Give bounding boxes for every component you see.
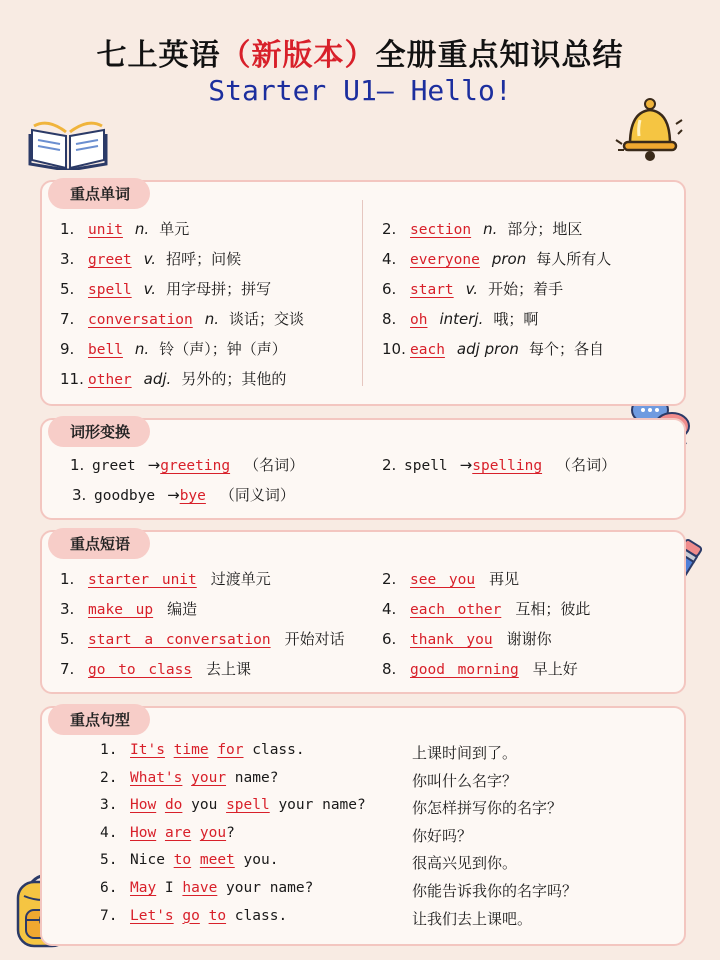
phrase-item	[382, 598, 590, 619]
key-word: go	[182, 907, 200, 924]
base-word: spell	[404, 458, 448, 474]
key-word: It's	[130, 742, 165, 758]
phrase-text: each other	[410, 602, 502, 618]
item-number: 4.	[382, 600, 397, 618]
item-number: 7.	[100, 907, 118, 924]
vocab-word: each	[410, 342, 445, 358]
item-number: 2.	[382, 570, 397, 588]
vocab-meaning: 开始；着手	[488, 280, 564, 298]
sentence-text: I	[156, 880, 183, 896]
key-word: How	[130, 797, 157, 814]
phrases-card	[40, 530, 686, 694]
part-of-speech: n.	[134, 340, 150, 358]
sentence-item	[100, 908, 287, 924]
key-word: for	[217, 742, 244, 758]
derived-form: bye	[179, 488, 206, 504]
vocab-item	[60, 338, 287, 359]
item-number: 1.	[60, 220, 75, 238]
vocab-meaning: 用字母拼；拼写	[166, 280, 272, 298]
item-number: 4.	[100, 824, 118, 841]
item-number: 6.	[100, 880, 118, 896]
vocab-meaning: 铃（声）；钟（声）	[159, 340, 287, 358]
sentence-translation: 让我们去上课吧。	[412, 909, 533, 928]
phrase-text: start a conversation	[88, 632, 271, 648]
derived-form: greeting	[160, 458, 231, 474]
sentence-text: name?	[226, 769, 279, 786]
title-part-3: 全册重点知识总结	[375, 38, 624, 73]
sentence-translation: 你好吗？	[412, 826, 473, 845]
key-word: are	[164, 824, 192, 841]
part-of-speech: adj.	[143, 370, 172, 388]
phrase-text: see you	[410, 572, 476, 588]
form-note: （名词）	[244, 456, 305, 474]
sentence-text: you	[182, 797, 227, 814]
part-of-speech: adj pron	[456, 340, 519, 358]
page-title	[0, 30, 720, 74]
sentences-tag: 重点句型	[48, 704, 150, 735]
phrase-item	[382, 658, 578, 679]
sentence-text	[191, 852, 200, 868]
part-of-speech: v.	[143, 280, 157, 298]
part-of-speech: n.	[134, 220, 150, 238]
item-number: 6.	[382, 280, 397, 298]
phrase-item	[60, 598, 197, 619]
key-word: time	[173, 742, 209, 758]
phrase-item	[60, 628, 345, 649]
sentence-item	[100, 852, 278, 868]
sentence-text	[156, 797, 165, 813]
item-number: 5.	[60, 280, 75, 298]
item-number: 10.	[382, 340, 406, 358]
item-number: 3.	[72, 486, 87, 504]
vocab-word: start	[410, 282, 454, 298]
sentence-text: Nice	[130, 852, 174, 869]
vocab-word: unit	[88, 222, 123, 238]
item-number: 2.	[100, 769, 118, 786]
key-word: do	[164, 797, 183, 814]
sentence-item	[100, 825, 235, 841]
vocab-item	[60, 218, 189, 239]
vocab-item	[60, 278, 271, 299]
vocab-divider	[362, 200, 363, 386]
key-word: How	[130, 824, 157, 841]
vocab-item	[382, 308, 538, 329]
sentence-text: ?	[226, 824, 235, 841]
sentence-item	[100, 770, 278, 786]
phrase-text: make up	[88, 602, 154, 618]
vocab-word: greet	[88, 252, 132, 268]
form-note: （同义词）	[219, 486, 295, 504]
phrase-text: thank you	[410, 632, 493, 648]
phrase-meaning: 再见	[489, 570, 520, 588]
item-number: 8.	[382, 660, 397, 678]
vocab-word: conversation	[88, 312, 193, 328]
forms-tag: 词形变换	[48, 416, 150, 447]
sentence-item	[100, 742, 305, 758]
key-word: meet	[199, 852, 235, 869]
open-book-icon	[28, 118, 108, 170]
vocab-item	[60, 308, 304, 329]
bell-icon	[612, 96, 684, 166]
phrase-text: good morning	[410, 662, 519, 678]
sentence-text	[209, 742, 218, 758]
phrase-meaning: 谢谢你	[506, 630, 552, 648]
sentence-text: your name?	[269, 797, 366, 814]
sentence-text	[182, 770, 191, 786]
key-word: to	[173, 852, 192, 869]
arrow-icon: →	[459, 456, 473, 474]
item-number: 5.	[100, 852, 118, 869]
sentence-text: class.	[243, 742, 305, 758]
item-number: 7.	[60, 310, 75, 328]
vocab-item	[382, 278, 563, 299]
sentence-text	[200, 908, 209, 924]
key-word: have	[182, 880, 218, 896]
phrase-text: go to class	[88, 662, 193, 678]
vocab-word: bell	[88, 342, 123, 358]
key-word: your	[191, 769, 227, 786]
key-word: to	[208, 907, 227, 924]
vocab-word: oh	[410, 312, 428, 328]
item-number: 4.	[382, 250, 397, 268]
form-item	[70, 454, 304, 475]
item-number: 3.	[100, 797, 118, 814]
item-number: 1.	[60, 570, 75, 588]
page-subtitle: Starter U1— Hello!	[208, 74, 512, 107]
vocab-meaning: 单元	[159, 220, 190, 238]
base-word: greet	[92, 458, 136, 474]
phrases-tag: 重点短语	[48, 528, 150, 559]
vocab-meaning: 哦；啊	[493, 310, 539, 328]
vocab-item	[382, 338, 604, 359]
key-word: What's	[130, 769, 183, 786]
item-number: 3.	[60, 250, 75, 268]
vocab-meaning: 谈话；交谈	[229, 310, 305, 328]
vocab-item	[382, 218, 582, 239]
item-number: 1.	[70, 456, 85, 474]
sentence-translation: 你能告诉我你的名字吗？	[412, 882, 578, 900]
arrow-icon: →	[147, 456, 161, 474]
phrase-item	[382, 628, 552, 649]
forms-card	[40, 418, 686, 520]
vocab-word: section	[410, 222, 472, 238]
vocab-item	[60, 368, 286, 389]
sentence-text	[156, 825, 165, 841]
title-part-1: 七上英语	[96, 38, 221, 73]
vocab-word: spell	[88, 282, 132, 298]
key-word: Let's	[130, 907, 174, 924]
part-of-speech: interj.	[439, 310, 484, 328]
key-word: May	[130, 880, 157, 896]
vocab-meaning: 招呼；问候	[166, 250, 242, 268]
phrase-text: starter unit	[88, 572, 197, 588]
item-number: 2.	[382, 456, 397, 474]
phrase-item	[60, 658, 251, 679]
sentence-translation: 你怎样拼写你的名字？	[412, 799, 563, 818]
vocab-meaning: 部分；地区	[507, 220, 583, 238]
vocab-meaning: 另外的；其他的	[181, 370, 287, 388]
phrase-item	[60, 568, 271, 589]
vocab-card	[40, 180, 686, 406]
part-of-speech: pron	[491, 250, 527, 268]
form-item	[382, 454, 616, 475]
item-number: 1.	[100, 742, 118, 758]
sentence-item	[100, 880, 313, 896]
sentence-text: you.	[234, 852, 279, 869]
vocab-word: everyone	[410, 252, 480, 268]
phrase-meaning: 开始对话	[284, 630, 345, 648]
sentence-translation: 你叫什么名字？	[412, 771, 518, 790]
vocab-word: other	[88, 372, 132, 388]
phrase-item	[382, 568, 519, 589]
item-number: 3.	[60, 600, 75, 618]
phrase-meaning: 过渡单元	[210, 570, 271, 588]
item-number: 6.	[382, 630, 397, 648]
title-part-2: （新版本）	[220, 38, 376, 73]
vocab-meaning: 每人所有人	[536, 250, 612, 268]
sentence-translation: 上课时间到了。	[412, 744, 518, 762]
part-of-speech: n.	[483, 220, 498, 238]
base-word: goodbye	[94, 488, 156, 504]
sentence-text: class.	[226, 907, 288, 924]
item-number: 7.	[60, 660, 75, 678]
form-item	[72, 484, 295, 505]
sentence-text	[191, 825, 200, 841]
key-word: you	[199, 824, 227, 841]
sentence-item	[100, 797, 366, 813]
vocab-item	[60, 248, 241, 269]
phrase-meaning: 互相；彼此	[515, 600, 591, 618]
item-number: 9.	[60, 340, 75, 358]
form-note: （名词）	[556, 456, 617, 474]
part-of-speech: v.	[143, 250, 157, 268]
item-number: 8.	[382, 310, 397, 328]
arrow-icon: →	[167, 486, 180, 504]
item-number: 11.	[60, 370, 84, 388]
key-word: spell	[226, 797, 270, 814]
vocab-item	[382, 248, 611, 269]
item-number: 2.	[382, 220, 397, 238]
part-of-speech: n.	[204, 310, 220, 328]
vocab-tag: 重点单词	[48, 178, 150, 209]
phrase-meaning: 早上好	[532, 660, 578, 678]
sentence-translation: 很高兴见到你。	[412, 854, 518, 873]
part-of-speech: v.	[465, 280, 479, 298]
phrase-meaning: 编造	[167, 600, 198, 618]
vocab-meaning: 每个；各自	[528, 340, 604, 358]
phrase-meaning: 去上课	[206, 660, 252, 678]
derived-form: spelling	[472, 458, 543, 474]
sentence-text	[165, 742, 174, 758]
item-number: 5.	[60, 630, 75, 648]
sentence-text: your name?	[217, 880, 314, 896]
sentences-card	[40, 706, 686, 946]
